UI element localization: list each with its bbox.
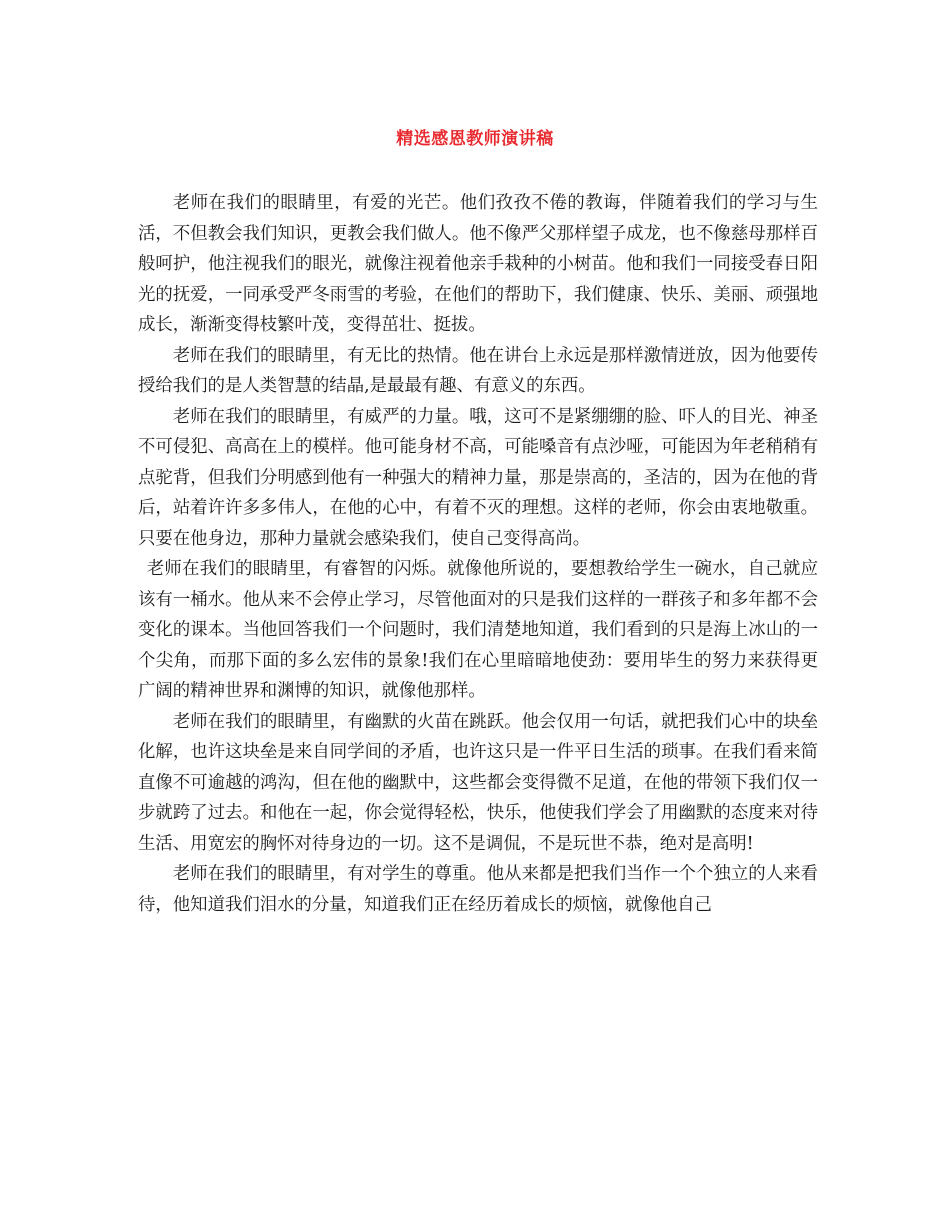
paragraph-4: 老师在我们的眼睛里，有睿智的闪烁。就像他所说的，要想教给学生一碗水，自己就应该有一桶水。他从来不会停止学习，尽管他面对的只是我们这样的一群孩子和多年都不会变化的课本。当他回答我们一个问题时，我们清楚地知道，我们看到的只是海上冰山的一个尖角，而那下面的多么宏伟的景象!我们在心里暗暗地使劲：要用毕生的努力来获得更广阔的精神世界和渊博的知识，就像他那样。 <box>138 559 818 701</box>
document-title: 精选感恩教师演讲稿 <box>396 129 554 149</box>
paragraph-1: 老师在我们的眼睛里，有爱的光芒。他们孜孜不倦的教诲，伴随着我们的学习与生活，不但教会我们知识，更教会我们做人。他不像严父那样望子成龙，也不像慈母那样百般呵护，他注视我们的眼光，就像注视着他亲手栽种的小树苗。他和我们一同接受春日阳光的抚爱，一同承受严冬雨雪的考验，在他们的帮助下，我们健康、快乐、美丽、顽强地成长，渐渐变得枝繁叶茂，变得茁壮、挺拔。 <box>138 193 818 335</box>
paragraph-3: 老师在我们的眼睛里，有威严的力量。哦，这可不是紧绷绷的脸、吓人的目光、神圣不可侵犯、高高在上的模样。他可能身材不高，可能嗓音有点沙哑，可能因为年老稍稍有点驼背，但我们分明感到他有一种强大的精神力量，那是崇高的，圣洁的，因为在他的背后，站着许许多多伟人，在他的心中，有着不灭的理想。这样的老师，你会由衷地敬重。只要在他身边，那种力量就会感染我们，使自己变得高尚。 <box>138 406 818 549</box>
paragraph-5: 老师在我们的眼睛里，有幽默的火苗在跳跃。他会仅用一句话，就把我们心中的块垒化解，也许这块垒是来自同学间的矛盾，也许这只是一件平日生活的琐事。在我们看来简直像不可逾越的鸿沟，但在他的幽默中，这些都会变得微不足道，在他的带领下我们仅一步就跨了过去。和他在一起，你会觉得轻松，快乐，他使我们学会了用幽默的态度来对待生活、用宽宏的胸怀对待身边的一切。这不是调侃，不是玩世不恭，绝对是高明! <box>138 711 818 854</box>
paragraph-6: 老师在我们的眼睛里，有对学生的尊重。他从来都是把我们当作一个个独立的人来看待，他知道我们泪水的分量，知道我们正在经历着成长的烦恼，就像他自己 <box>138 864 818 915</box>
paragraph-2: 老师在我们的眼睛里，有无比的热情。他在讲台上永远是那样激情迸放，因为他要传授给我们的是人类智慧的结晶,是最最有趣、有意义的东西。 <box>138 345 818 396</box>
document-body <box>138 188 818 920</box>
